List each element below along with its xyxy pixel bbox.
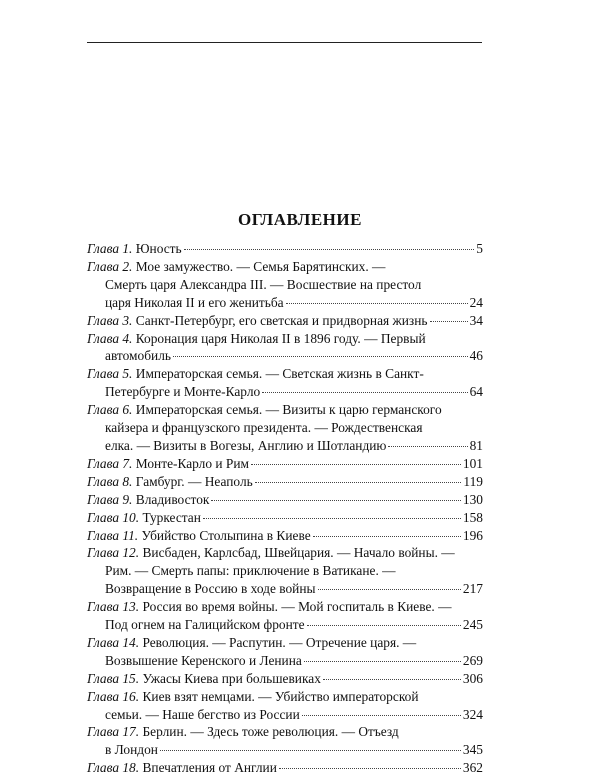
toc-line <box>87 330 483 348</box>
toc-line-text <box>105 563 396 578</box>
toc-line <box>87 706 483 724</box>
chapter-title-text: Смерть царя Александра III. — Восшествие на престол <box>105 276 422 292</box>
toc-entry <box>87 509 483 527</box>
chapter-title-text: Рим. — Смерть папы: приключение в Ватикане. — <box>105 563 396 579</box>
chapter-title-text: Под огнем на Галицийском фронте <box>105 617 305 633</box>
dot-leader <box>255 482 462 483</box>
toc-line-text <box>87 635 416 650</box>
dot-leader <box>286 303 468 304</box>
toc-line-text <box>105 383 260 401</box>
chapter-label: Глава 8. <box>87 473 133 489</box>
toc-entry <box>87 527 483 545</box>
toc-line <box>87 723 483 741</box>
dot-leader <box>388 446 467 447</box>
dot-leader <box>184 249 475 250</box>
toc-line <box>87 455 483 473</box>
toc-line <box>87 312 483 330</box>
toc-line-text <box>87 509 201 527</box>
chapter-title-text: Коронация царя Николая II в 1896 году. — Первый <box>135 330 426 346</box>
toc-line-text <box>87 599 452 614</box>
toc-line-text <box>87 670 321 688</box>
toc-line-text <box>87 402 442 417</box>
chapter-title-text: Санкт-Петербург, его светская и придворная жизнь <box>135 312 428 328</box>
toc-line <box>87 544 483 562</box>
toc-line <box>87 365 483 383</box>
chapter-label: Глава 17. <box>87 724 140 740</box>
top-rule <box>87 42 482 43</box>
chapter-title-text: Ужасы Киева при большевиках <box>142 670 321 686</box>
chapter-label: Глава 5. <box>87 366 133 382</box>
page-number: 46 <box>469 348 483 364</box>
toc-entry <box>87 634 483 670</box>
chapter-label: Глава 13. <box>87 599 140 615</box>
dot-leader <box>251 464 461 465</box>
toc-line-text <box>87 527 311 545</box>
dot-leader <box>279 768 461 769</box>
page-number: 24 <box>469 294 483 310</box>
toc-line <box>87 688 483 706</box>
toc-entry <box>87 723 483 759</box>
chapter-title-text: Россия во время войны. — Мой госпиталь в Киеве. — <box>142 599 452 615</box>
chapter-title-text: Висбаден, Карлсбад, Швейцария. — Начало войны. — <box>142 545 455 561</box>
toc-line-text <box>105 437 386 455</box>
dot-leader <box>318 589 461 590</box>
toc-line-text <box>105 741 158 759</box>
toc-line-text <box>87 240 182 258</box>
chapter-title-text: Юность <box>135 241 182 256</box>
dot-leader <box>173 356 468 357</box>
dot-leader <box>160 750 461 751</box>
chapter-title-text: в Лондон <box>105 742 158 758</box>
toc-line <box>87 276 483 294</box>
toc-line <box>87 652 483 670</box>
toc-line-text <box>105 580 316 598</box>
chapter-label: Глава 10. <box>87 509 140 525</box>
chapter-label: Глава 6. <box>87 402 133 418</box>
toc-line <box>87 509 483 527</box>
toc-line-text <box>87 724 399 739</box>
page-number: 362 <box>462 760 483 776</box>
chapter-label: Глава 15. <box>87 670 140 686</box>
toc-entry <box>87 240 483 258</box>
page-number: 5 <box>476 241 483 256</box>
toc-line <box>87 347 483 365</box>
chapter-title-text: Берлин. — Здесь тоже революция. — Отъезд <box>142 724 399 740</box>
toc-line <box>87 437 483 455</box>
toc-entry <box>87 365 483 401</box>
page-number: 196 <box>462 527 483 543</box>
page-title: ОГЛАВЛЕНИЕ <box>238 210 362 229</box>
toc-line-text <box>87 689 419 704</box>
page-number: 306 <box>462 670 483 686</box>
toc-line <box>87 759 483 777</box>
chapter-title-text: Мое замужество. — Семья Барятинских. — <box>135 258 386 274</box>
toc-entry <box>87 330 483 366</box>
page-number: 119 <box>463 473 483 489</box>
toc-line <box>87 383 483 401</box>
toc-entry <box>87 688 483 724</box>
chapter-title-text: Убийство Столыпина в Киеве <box>141 527 311 543</box>
toc-line <box>87 294 483 312</box>
toc-line <box>87 473 483 491</box>
toc-line-text <box>105 616 305 634</box>
toc-line-text <box>105 294 284 312</box>
toc-line <box>87 580 483 598</box>
toc-line-text <box>87 545 455 560</box>
dot-leader <box>323 679 461 680</box>
toc-line-text <box>87 259 385 274</box>
chapter-label: Глава 7. <box>87 455 133 471</box>
toc-line <box>87 562 483 580</box>
chapter-title-text: Владивосток <box>135 491 210 507</box>
chapter-title-text: Императорская семья. — Визиты к царю германского <box>135 402 442 418</box>
dot-leader <box>302 715 461 716</box>
dot-leader <box>313 536 461 537</box>
chapter-title-text: кайзера и французского президента. — Рождественская <box>105 420 423 436</box>
dot-leader <box>430 321 468 322</box>
page-number: 158 <box>462 509 483 525</box>
dot-leader <box>307 625 461 626</box>
toc-line <box>87 401 483 419</box>
chapter-title-text: Впечатления от Англии <box>142 760 277 776</box>
toc-entry <box>87 312 483 330</box>
toc-line-text <box>87 455 249 473</box>
toc-line-text <box>87 331 426 346</box>
chapter-label: Глава 14. <box>87 634 140 650</box>
toc-line-text <box>105 652 302 670</box>
page-number: 101 <box>462 455 483 471</box>
page-number: 130 <box>462 491 483 507</box>
chapter-label: Глава 1. <box>87 241 133 256</box>
toc-line-text <box>87 759 277 777</box>
toc-entry <box>87 598 483 634</box>
dot-leader <box>262 392 467 393</box>
toc-entry <box>87 473 483 491</box>
toc-line <box>87 598 483 616</box>
chapter-title-text: Возвышение Керенского и Ленина <box>105 652 302 668</box>
toc-entry <box>87 544 483 598</box>
toc-entry <box>87 491 483 509</box>
page-number: 345 <box>462 742 483 758</box>
toc-line <box>87 616 483 634</box>
chapter-label: Глава 18. <box>87 760 140 776</box>
toc-line-text <box>87 366 424 381</box>
chapter-title-text: автомобиль <box>105 348 171 364</box>
page-number: 34 <box>469 312 483 328</box>
chapter-label: Глава 16. <box>87 688 140 704</box>
chapter-title-text: Гамбург. — Неаполь <box>135 473 253 489</box>
chapter-label: Глава 11. <box>87 527 139 543</box>
dot-leader <box>203 518 461 519</box>
toc-line-text <box>105 347 171 365</box>
chapter-title-text: Туркестан <box>142 509 201 525</box>
toc-line-text <box>105 706 300 724</box>
toc-line-text <box>105 277 421 292</box>
dot-leader <box>304 661 461 662</box>
toc-entry <box>87 759 483 777</box>
chapter-title-text: Императорская семья. — Светская жизнь в Санкт- <box>135 366 424 382</box>
chapter-title-text: елка. — Визиты в Вогезы, Англию и Шотландию <box>105 437 387 453</box>
toc-line-text <box>105 420 423 435</box>
chapter-title-text: семьи. — Наше бегство из России <box>105 706 300 722</box>
toc-entry <box>87 670 483 688</box>
chapter-label: Глава 3. <box>87 312 133 328</box>
chapter-title-text: Петербурге и Монте-Карло <box>105 384 261 400</box>
page-number: 324 <box>462 706 483 722</box>
toc-line <box>87 527 483 545</box>
chapter-label: Глава 9. <box>87 491 133 507</box>
toc-line-text <box>87 491 209 509</box>
toc-line <box>87 491 483 509</box>
toc-line-text <box>87 473 253 491</box>
page-number: 269 <box>462 652 483 668</box>
toc-line <box>87 670 483 688</box>
page-number: 64 <box>469 384 483 400</box>
toc-line-text <box>87 312 428 330</box>
toc-line <box>87 258 483 276</box>
chapter-title-text: Киев взят немцами. — Убийство императорской <box>142 688 419 704</box>
toc-entry <box>87 455 483 473</box>
chapter-title-text: Монте-Карло и Рим <box>135 455 250 471</box>
chapter-label: Глава 4. <box>87 330 133 346</box>
toc-line <box>87 634 483 652</box>
chapter-title-text: Революция. — Распутин. — Отречение царя. — <box>142 634 417 650</box>
toc-line <box>87 240 483 258</box>
page-number: 245 <box>462 617 483 633</box>
chapter-title-text: царя Николая II и его женитьба <box>105 294 284 310</box>
toc-line <box>87 741 483 759</box>
toc-entry <box>87 401 483 455</box>
table-of-contents <box>87 240 483 777</box>
page-number: 217 <box>462 581 483 597</box>
chapter-label: Глава 12. <box>87 545 140 561</box>
chapter-title-text: Возвращение в Россию в ходе войны <box>105 581 316 597</box>
chapter-label: Глава 2. <box>87 258 133 274</box>
dot-leader <box>211 500 461 501</box>
page-number: 81 <box>469 437 483 453</box>
toc-entry <box>87 258 483 312</box>
toc-line <box>87 419 483 437</box>
